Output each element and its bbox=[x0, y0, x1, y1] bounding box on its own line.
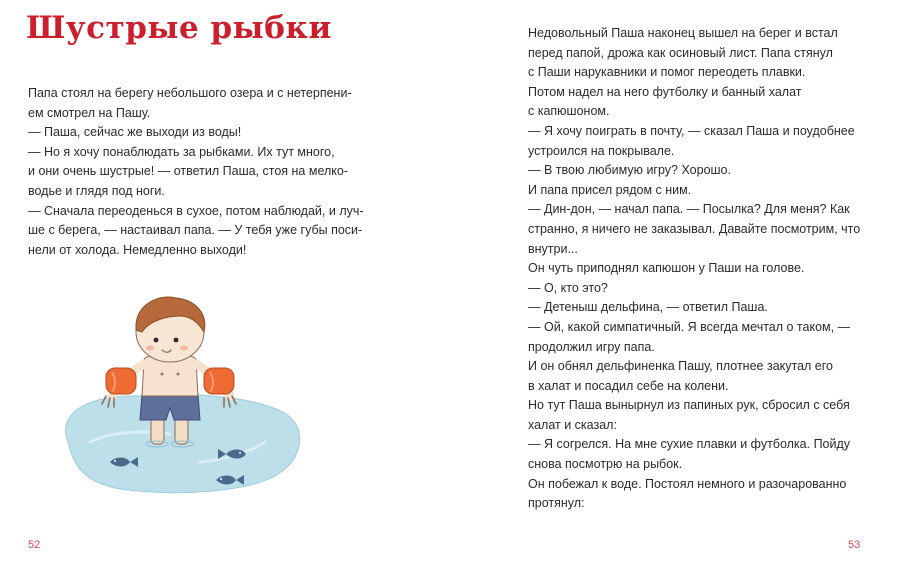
left-page-text bbox=[28, 84, 378, 260]
page-number: 52 bbox=[28, 539, 41, 551]
text-line: И папа присел рядом с ним. bbox=[528, 182, 692, 197]
text-line: — Детеныш дельфина, — ответил Паша. bbox=[528, 300, 768, 315]
text-line: — Сначала переоденься в сухое, потом наблюдай, и луч- bbox=[28, 203, 364, 218]
text-line: снова посмотрю на рыбок. bbox=[528, 457, 683, 472]
text-line: устроился на покрывале. bbox=[528, 143, 675, 158]
text-line: — В твою любимую игру? Хорошо. bbox=[528, 163, 731, 178]
text-line: халат и сказал: bbox=[528, 417, 617, 432]
text-line: — Дин-дон, — начал папа. — Посылка? Для меня? Как bbox=[528, 202, 850, 217]
text-line: водье и глядя под ноги. bbox=[28, 183, 165, 198]
text-line: нели от холода. Немедленно выходи! bbox=[28, 242, 247, 257]
text-line: Недовольный Паша наконец вышел на берег и встал bbox=[528, 26, 838, 40]
boy-in-water-illustration bbox=[50, 292, 312, 500]
text-line: Но тут Паша вынырнул из папиных рук, сбросил с себя bbox=[528, 398, 850, 413]
story-title: Шустрые рыбки bbox=[26, 10, 332, 46]
text-line: Папа стоял на берегу небольшого озера и с нетерпени- bbox=[28, 86, 352, 100]
text-line: продолжил игру папа. bbox=[528, 339, 655, 354]
text-line: ем смотрел на Пашу. bbox=[28, 105, 151, 120]
text-line: — Паша, сейчас же выходи из воды! bbox=[28, 125, 242, 140]
text-line: — Я согрелся. На мне сухие плавки и футболка. Пойду bbox=[528, 437, 851, 452]
text-line: Потом надел на него футболку и банный халат bbox=[528, 84, 802, 99]
text-line: странно, я ничего не заказывал. Давайте посмотрим, что bbox=[528, 221, 861, 236]
text-line: протянул: bbox=[528, 496, 585, 511]
text-line: внутри... bbox=[528, 241, 578, 256]
text-line: — Ой, какой симпатичный. Я всегда мечтал о таком, — bbox=[528, 319, 851, 334]
text-line: с Паши нарукавники и помог переодеть плавки. bbox=[528, 65, 806, 80]
text-line: перед папой, дрожа как осиновый лист. Папа стянул bbox=[528, 45, 833, 60]
left-armband bbox=[106, 368, 136, 394]
text-line: — Я хочу поиграть в почту, — сказал Паша и поудобнее bbox=[528, 123, 855, 138]
text-line: Он чуть приподнял капюшон у Паши на голове. bbox=[528, 261, 805, 276]
text-line: Он побежал к воде. Постоял немного и разочарованно bbox=[528, 476, 847, 491]
text-line: — О, кто это? bbox=[528, 280, 608, 295]
text-line: в халат и посадил себе на колени. bbox=[528, 378, 729, 393]
right-page-text bbox=[528, 24, 888, 514]
page-number: 53 bbox=[848, 539, 861, 551]
right-page bbox=[450, 0, 899, 586]
text-line: ше с берега, — настаивал папа. — У тебя уже губы поси- bbox=[28, 223, 363, 238]
text-line: и они очень шустрые! — ответил Паша, стоя на мелко- bbox=[28, 164, 348, 179]
text-line: — Но я хочу понаблюдать за рыбками. Их тут много, bbox=[28, 144, 335, 159]
right-armband bbox=[204, 368, 234, 394]
text-line: с капюшоном. bbox=[528, 104, 610, 119]
text-line: И он обнял дельфиненка Пашу, плотнее закутал его bbox=[528, 359, 833, 374]
